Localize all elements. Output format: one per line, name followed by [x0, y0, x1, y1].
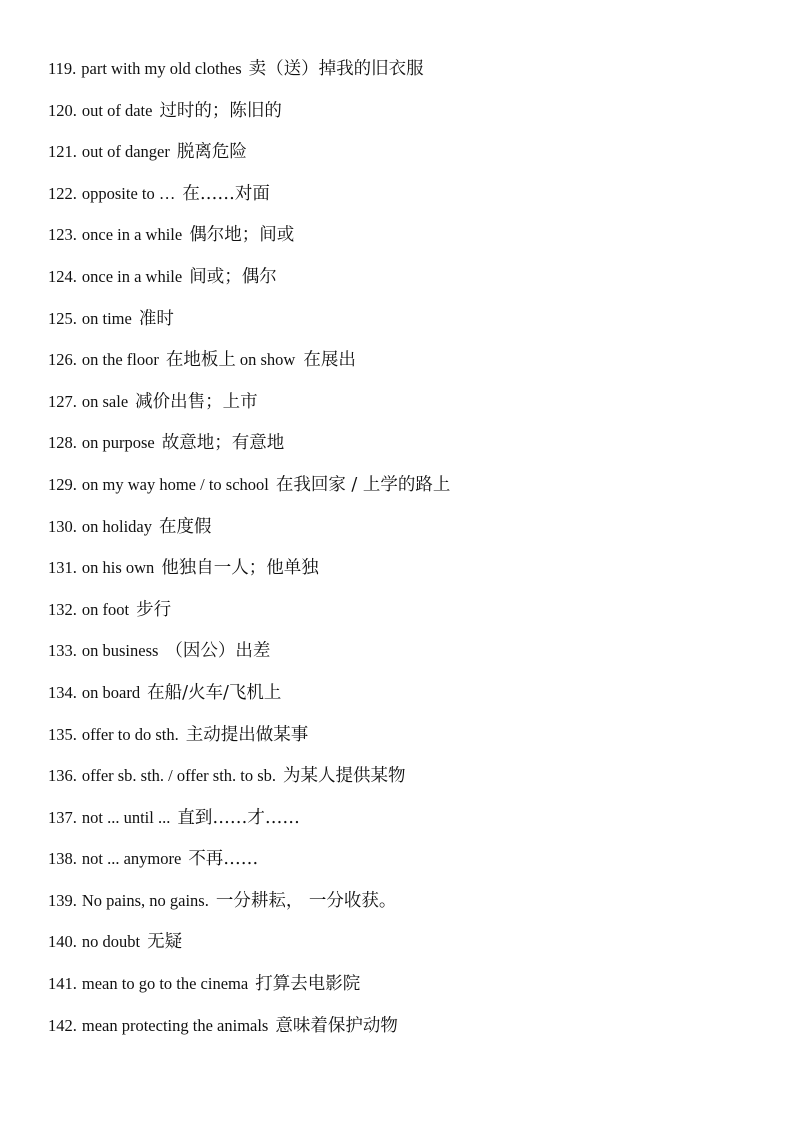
english-phrase: on my way home / to school [81, 474, 269, 494]
english-phrase: on time [81, 308, 132, 328]
english-phrase: on his own [81, 558, 155, 578]
list-item [48, 840, 768, 882]
chinese-meaning: 减价出售；上市 [135, 391, 258, 412]
entry-number: 139. [48, 890, 77, 910]
list-item [48, 882, 768, 924]
entry-number: 122. [48, 183, 77, 203]
list-item [48, 508, 768, 550]
english-phrase: No pains, no gains. [81, 890, 209, 910]
entry-number: 120. [48, 100, 77, 120]
english-phrase: offer sb. sth. / offer sth. to sb. [81, 766, 277, 786]
english-phrase: on sale [81, 391, 129, 411]
chinese-meaning: 间或；偶尔 [189, 266, 277, 287]
list-item [48, 757, 768, 799]
entry-number: 142. [48, 1015, 77, 1035]
chinese-meaning: 一分耕耘， 一分收获。 [215, 890, 397, 911]
chinese-meaning: 主动提出做某事 [185, 724, 309, 745]
chinese-meaning: 故意地；有意地 [161, 433, 285, 454]
entry-number: 119. [48, 59, 77, 78]
chinese-meaning: 卖（送）掉我的旧衣服 [248, 59, 424, 79]
entry-number: 136. [48, 766, 77, 786]
entry-number: 123. [48, 225, 77, 245]
list-item [48, 591, 768, 633]
list-item [48, 674, 768, 716]
chinese-meaning-secondary: 在展出 [303, 350, 356, 371]
entry-number: 128. [48, 433, 77, 453]
list-item [48, 133, 768, 175]
list-item [48, 1007, 768, 1049]
list-item [48, 175, 768, 217]
entry-number: 141. [48, 974, 77, 994]
list-item [48, 383, 768, 425]
list-item [48, 923, 768, 965]
entry-number: 124. [48, 266, 77, 286]
chinese-meaning: 在度假 [159, 516, 212, 537]
chinese-meaning: 直到……才…… [177, 807, 300, 828]
english-phrase-secondary: on show [239, 350, 296, 370]
entry-number: 130. [48, 516, 77, 536]
chinese-meaning: （因公）出差 [165, 641, 271, 662]
list-item [48, 216, 768, 258]
chinese-meaning: 他独自一人；他单独 [161, 558, 319, 579]
entry-number: 137. [48, 807, 77, 827]
english-phrase: on the floor [81, 350, 159, 370]
chinese-meaning: 步行 [136, 599, 172, 620]
chinese-meaning: 过时的；陈旧的 [159, 100, 282, 121]
entry-number: 129. [48, 474, 77, 494]
english-phrase: out of date [81, 100, 153, 120]
entry-number: 140. [48, 932, 77, 952]
chinese-meaning: 脱离危险 [176, 142, 247, 163]
english-phrase: mean protecting the animals [81, 1015, 269, 1035]
english-phrase: once in a while [81, 225, 183, 245]
list-item [48, 965, 768, 1007]
english-phrase: not ... anymore [81, 849, 182, 869]
english-phrase: on foot [81, 599, 130, 619]
list-item [48, 716, 768, 758]
english-phrase: offer to do sth. [81, 724, 179, 744]
chinese-meaning: 在船/火车/飞机上 [147, 682, 282, 703]
entry-number: 133. [48, 641, 77, 661]
list-item [48, 258, 768, 300]
entry-number: 132. [48, 599, 77, 619]
english-phrase: opposite to … [81, 183, 176, 203]
entry-number: 135. [48, 724, 77, 744]
chinese-meaning: 准时 [138, 308, 174, 329]
chinese-meaning: 为某人提供某物 [283, 766, 406, 787]
list-item [48, 632, 768, 674]
entry-number: 127. [48, 391, 77, 411]
list-item [48, 300, 768, 342]
chinese-meaning: 在我回家 / 上学的路上 [275, 474, 451, 495]
chinese-meaning: 在……对面 [182, 183, 270, 204]
english-phrase: part with my old clothes [81, 59, 242, 78]
list-item [48, 92, 768, 134]
list-item [48, 424, 768, 466]
english-phrase: on board [81, 682, 141, 702]
list-item [48, 549, 768, 591]
english-phrase: on purpose [81, 433, 155, 453]
list-item [48, 799, 768, 841]
list-item [48, 341, 768, 383]
chinese-meaning: 无疑 [147, 932, 183, 953]
chinese-meaning: 在地板上 [165, 350, 236, 371]
chinese-meaning: 不再…… [188, 849, 259, 870]
english-phrase: no doubt [81, 932, 141, 952]
english-phrase: on holiday [81, 516, 152, 536]
entry-number: 121. [48, 142, 77, 162]
entry-number: 125. [48, 308, 77, 328]
list-item [48, 50, 768, 92]
english-phrase: once in a while [81, 266, 183, 286]
entry-number: 126. [48, 350, 77, 370]
chinese-meaning: 意味着保护动物 [275, 1015, 398, 1036]
english-phrase: out of danger [81, 142, 170, 162]
english-phrase: not ... until ... [81, 807, 171, 827]
entry-number: 138. [48, 849, 77, 869]
phrase-list [48, 50, 768, 1048]
chinese-meaning: 打算去电影院 [255, 974, 361, 995]
list-item [48, 466, 768, 508]
english-phrase: mean to go to the cinema [81, 974, 249, 994]
english-phrase: on business [81, 641, 159, 661]
entry-number: 134. [48, 682, 77, 702]
chinese-meaning: 偶尔地；间或 [189, 225, 295, 246]
entry-number: 131. [48, 558, 77, 578]
